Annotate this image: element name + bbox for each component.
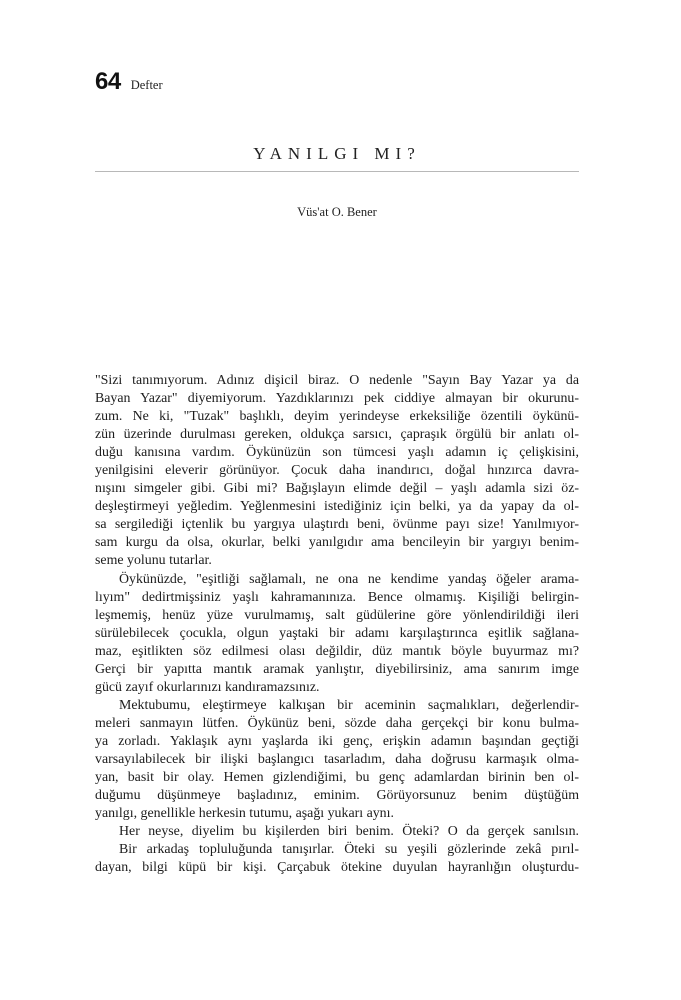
body-line: duğu kanısına vardım. Öykünüzün son tümcesi yaşlı adamın iç çelişkisini,: [95, 445, 579, 461]
body-line: zün üzerinde durulması gereken, oldukça sarsıcı, çapraşık örgülü bir anlatı ol-: [95, 427, 579, 443]
body-line: Öykünüzde, "eşitliği sağlamalı, ne ona ne kendime yandaş öğeler arama-: [119, 571, 579, 587]
body-line: gücü zayıf okurlarınızı kandıramazsınız.: [95, 679, 320, 695]
page-number: 64: [95, 68, 121, 95]
journal-name: Defter: [130, 78, 163, 92]
article-body: [95, 372, 579, 877]
article-title: YANILGI MI?: [253, 144, 421, 163]
body-line: yenilgisini eleverir görünüyor. Çocuk daha inandırıcı, doğal hınzırca davra-: [95, 463, 579, 479]
body-line: Gerçi bir yapıtta mantık aramak yanlıştır, diyebilirsiniz, ama sanırım imge: [95, 661, 579, 677]
body-line: Mektubumu, eleştirmeye kalkışan bir aceminin saçmalıkları, değerlendir-: [119, 697, 579, 713]
body-line: meleri sanmayın lütfen. Öykünüz beni, sözde daha gerçekçi bir konu bulma-: [95, 715, 579, 731]
body-line: leşmemiş, henüz yüze vurulmamış, salt güdülerine göre yönlendirildiği ileri: [95, 607, 579, 623]
body-line: ya zorladı. Yaklaşık aynı yaşlarda iki genç, erişkin adamın başından geçtiği: [95, 733, 579, 749]
body-line: Bayan Yazar" diyemiyorum. Yazdıklarınızı pek ciddiye almayan bir okurunu-: [95, 391, 579, 407]
title-divider: [95, 171, 579, 172]
body-line: maz, eşitlikten söz edilmesi olası değildir, düz mantık böyle buyurmaz mı?: [95, 643, 579, 659]
body-line: Her neyse, diyelim bu kişilerden biri benim. Öteki? O da gerçek sanılsın.: [119, 824, 579, 840]
body-line: "Sizi tanımıyorum. Adınız dişicil biraz. O nedenle "Sayın Bay Yazar ya da: [95, 373, 579, 388]
article-author: Vüs'at O. Bener: [297, 205, 377, 219]
body-line: sürülebilecek çocukla, olgun yaştaki bir adamı karşılaştırınca eşitlik sağlana-: [95, 625, 579, 641]
body-line: nışını simgeler gibi. Gibi mi? Bağışlayın elimde değil – yaşlı adamla sizi öz-: [95, 481, 579, 497]
body-line: lıyım" dedirtmişsiniz yaşlı kahramanınıza. Bence olmamış. Kişiliği belirgin-: [95, 589, 579, 605]
body-line: Bir arkadaş topluluğunda tanışırlar. Öteki su yeşili gözlerinde zekâ pırıl-: [119, 842, 579, 858]
running-header: [95, 68, 163, 96]
body-line: varsayılabilecek bir ilişki başlangıcı tasarladım, daha doğrusu karmaşık olma-: [95, 751, 579, 767]
body-line: sa sergilediği içtenlik bu yargıya ulaştırdı beni, övünme payı size! Yanılmıyor-: [95, 517, 579, 533]
body-line: yanılgı, genellikle herkesin tutumu, aşağı yukarı aynı.: [95, 806, 394, 822]
body-line: deşleştirmeyi yeğledim. Yeğlenmesini istediğiniz için belki, ya da yapay da ol-: [95, 499, 579, 515]
body-line: seme yolunu tutarlar.: [95, 553, 212, 569]
body-line: sam kurgu da olsa, okurlar, belki yanılgıdır ama bencileyin bir yargıyı benim-: [95, 535, 579, 551]
body-line: yan, basit bir olay. Hemen gizlendiğimi, bu genç adamlardan birinin ben ol-: [95, 770, 579, 786]
body-line: zum. Ne ki, "Tuzak" başlıklı, deyim yerindeyse erkeksiliğe özentili öykünü-: [95, 409, 579, 425]
body-line: dayan, bilgi küpü bir kişi. Çarçabuk ötekine duyulan hayranlığın oluşturdu-: [95, 860, 579, 876]
body-line: duğumu düşünmeye başladınız, eminim. Görüyorsunuz benim düştüğüm: [95, 788, 579, 804]
